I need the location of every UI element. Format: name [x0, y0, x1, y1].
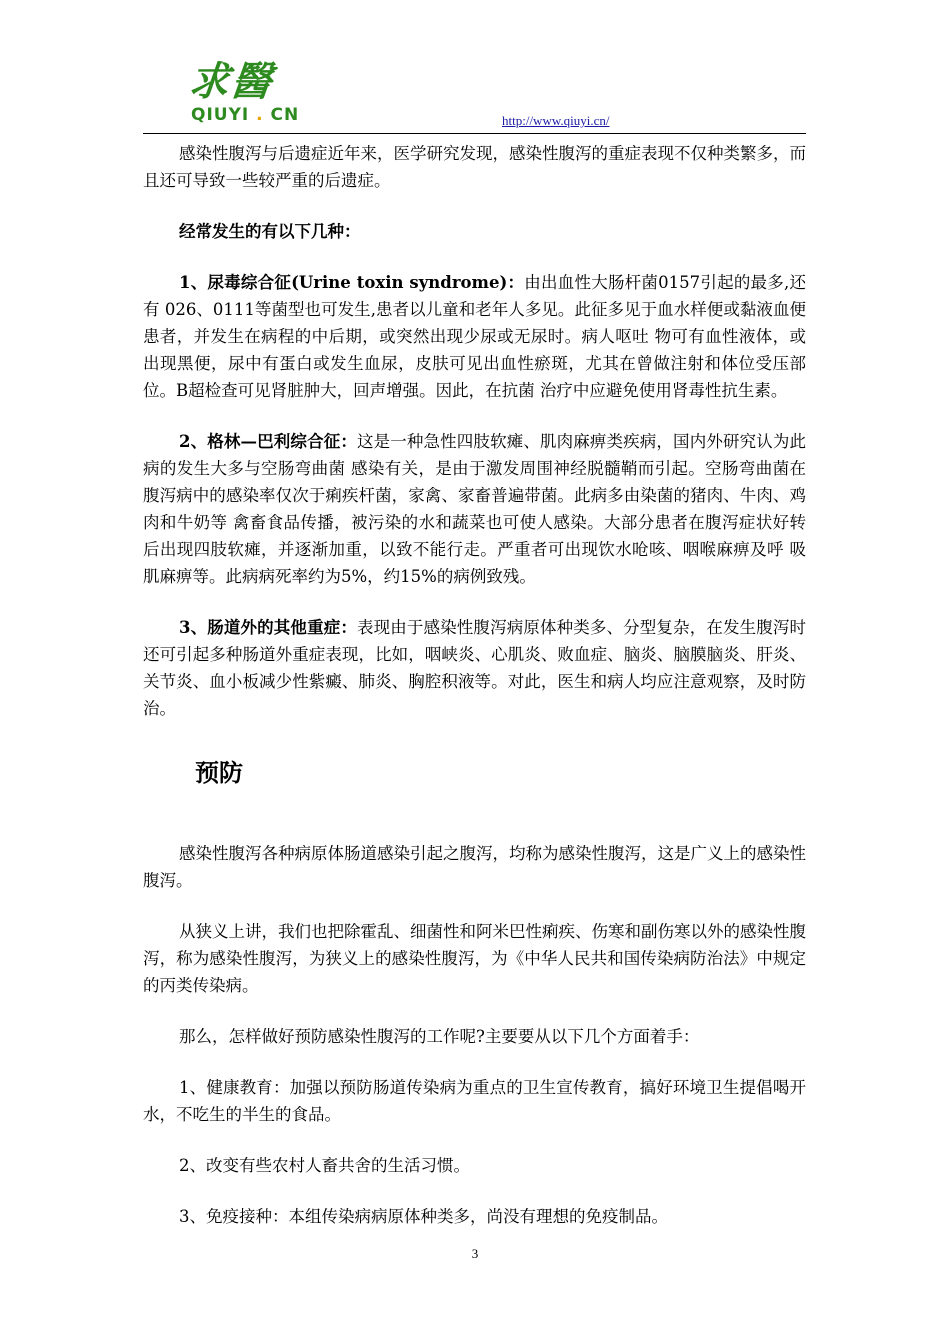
subheading: 经常发生的有以下几种：: [179, 222, 361, 241]
item-guillain-barre: [143, 428, 806, 590]
qiuyi-logo: [185, 59, 335, 129]
prevention-paragraph: 感染性腹泻各种病原体肠道感染引起之腹泻，均称为感染性腹泻，这是广义上的感染性腹泻。: [143, 844, 806, 890]
page-header: [143, 55, 806, 134]
logo-chinese-text: 求醫: [186, 59, 276, 105]
item-text: 由出血性大肠杆菌0157引起的最多,还有 026、0111等菌型也可发生,患者以儿童和老年人多见。此征多见于血水样便或黏液血便患者，并发生在病程的中后期，或突然出现少尿或无尿时。病人呕吐 物可有血性液体，或出现黑便，尿中有蛋白或发生血尿，皮肤可见出血性瘀斑，尤其在曾做注射和体位受压部位。B超检查可见肾脏肿大，回声增强。因此，在抗菌 治疗中应避免使用肾毒性抗生素。: [143, 273, 806, 400]
prevention-paragraph: 1、健康教育：加强以预防肠道传染病为重点的卫生宣传教育，搞好环境卫生提倡喝开水，不吃生的半生的食品。: [143, 1078, 806, 1124]
item-uremic-syndrome: [143, 269, 806, 404]
prevention-heading: 预防: [195, 759, 243, 787]
item-title: 1、尿毒综合征(Urine toxin syndrome)：: [179, 273, 525, 292]
logo-english-text: QIUYI . CN: [191, 105, 300, 125]
site-url-link[interactable]: http://www.qiuyi.cn/: [502, 113, 610, 128]
prevention-paragraph: 3、免疫接种：本组传染病病原体种类多，尚没有理想的免疫制品。: [179, 1207, 668, 1226]
prevention-paragraph: 2、改变有些农村人畜共舍的生活习惯。: [179, 1156, 470, 1175]
intro-paragraph: 感染性腹泻与后遗症近年来，医学研究发现，感染性腹泻的重症表现不仅种类繁多，而且还可导致一些较严重的后遗症。: [143, 144, 806, 190]
document-body: [143, 140, 806, 1254]
item-title: 2、格林—巴利综合征：: [179, 432, 357, 451]
item-extraintestinal: [143, 614, 806, 722]
item-text: 这是一种急性四肢软瘫、肌肉麻痹类疾病，国内外研究认为此病的发生大多与空肠弯曲菌 感染有关，是由于激发周围神经脱髓鞘而引起。空肠弯曲菌在腹泻病中的感染率仅次于痢疾杆菌，家禽、家畜普遍带菌。此病多由染菌的猪肉、牛肉、鸡肉和牛奶等 禽畜食品传播，被污染的水和蔬菜也可使人感染。大部分患者在腹泻症状好转后出现四肢软瘫，并逐渐加重，以致不能行走。严重者可出现饮水呛咳、咽喉麻痹及呼 吸肌麻痹等。此病病死率约为5%，约15%的病例致残。: [143, 432, 807, 586]
prevention-paragraph: 从狭义上讲，我们也把除霍乱、细菌性和阿米巴性痢疾、伤寒和副伤寒以外的感染性腹泻，称为感染性腹泻，为狭义上的感染性腹泻，为《中华人民共和国传染病防治法》中规定的丙类传染病。: [143, 922, 806, 995]
item-title: 3、肠道外的其他重症：: [179, 618, 357, 637]
prevention-paragraph: 那么，怎样做好预防感染性腹泻的工作呢?主要要从以下几个方面着手：: [179, 1027, 700, 1046]
page-number: 3: [471, 1246, 479, 1261]
item-text: 表现由于感染性腹泻病原体种类多、分型复杂，在发生腹泻时还可引起多种肠道外重症表现，比如，咽峡炎、心肌炎、败血症、脑炎、脑膜脑炎、肝炎、关节炎、血小板减少性紫癜、肺炎、胸腔积液等。对此，医生和病人均应注意观察，及时防治。: [143, 618, 807, 718]
